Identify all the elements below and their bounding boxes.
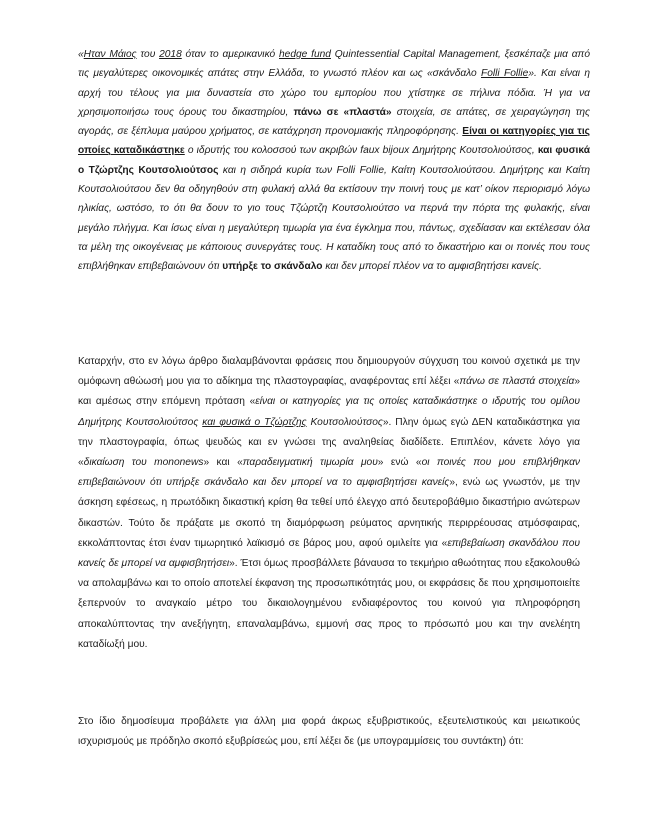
quote-bold-phrase: υπήρξε το σκάνδαλο xyxy=(222,261,323,273)
quote-bold-phrase: πάνω σε «πλαστά» xyxy=(293,106,392,118)
paragraph-text: Στο ίδιο δημοσίευμα προβάλετε για άλλη μια φορά άκρως εξυβριστικούς, εξευτελιστικούς και μειωτικούς ισχυρισμούς με πρόδηλο σκοπό εξυβρίσεώς μου, επί λέξει δε (με υπογραμμίσεις του συντάκτη) ότι: xyxy=(78,716,580,748)
paragraph-text: ». Έτσι όμως προσβάλλετε βάναυσα το τεκμήριο αθωότητας που εξακολουθώ να απολαμβάνω και το οποίο αποτελεί έκφανση της προσωπικότητάς μου, οι εκφράσεις δε που χρησιμοποιείτε ξεπερνούν το αναγκαίο μέτρο του δικαιολογημένου ενδιαφέροντος του κοινού για πληροφόρηση αποκαλύπτοντας την ανεξήγητη, επαναλαμβάνω, εμμονή σας προς το πρόσωπό μου και την ανελέητη καταδίωξή μου. xyxy=(78,558,580,650)
paragraph-text: » και αμέσως στην επόμενη πρόταση « xyxy=(78,376,581,408)
paragraph-text: », ενώ ως γνωστόν, με την άσκηση εφέσεως, η πρωτόδικη δικαστική κρίση θα τεθεί υπό έλεγχο από δευτεροβάθμιο δικαστήριο ανώτερων δικαστών. Τούτο δε πράξατε με σκοπό τη διαμόρφωση ρεύματος αρνητικής περιρρέουσας ατμόσφαιρας, εκκολάπτοντας έτσι έναν τιμωρητικό λαϊκισμό σε βάρος μου, αφού ομιλείτε για « xyxy=(78,477,581,549)
quote-year: 2018 xyxy=(159,49,182,60)
cited-phrase: δικαίωση του mononews xyxy=(83,457,204,469)
quote-text: ». Και είναι η αρχή του τέλους για μια δυναστεία στο χώρο του εμπορίου που χτίστηκε σε πήλινα πόδια. Ή για να χρησιμοποιήσω τους όρους του δικαστηρίου, xyxy=(78,68,591,118)
quote-text: και η σιδηρά κυρία των Folli Follie, Καίτη Κουτσολιούτσου. Δημήτρης και Καίτη Κουτσολιούτσου δεν θα οδηγηθούν στη φυλακή αλλά θα εκτίσουν την ποινή τους με κατ’ οίκον περιορισμό λόγω ηλικίας, ωστόσο, το ότι θα δουν το γιο τους Τζώρτζη Κουτσολιούτσο να περνά την πόρτα της φυλακής, είναι μεγάλο πλήγμα. Και ίσως είναι η μεγαλύτερη τιμωρία για ένα έγκλημα που, πάντως, σχεδίασαν και εκτέλεσαν όλα τα μέλη της οικογένειας με κάποιους συνεργάτες τους. Η καταδίκη τους από το δικαστήριο και οι ποινές που τους επιβλήθηκαν επιβεβαιώνουν ότι xyxy=(78,164,590,273)
cited-phrase: οι ποινές που μου επιβλήθηκαν επιβεβαιώνουν ότι υπήρξε σκάνδαλο και δεν μπορεί να το αμφισβητήσει κανείς xyxy=(78,457,580,489)
cited-phrase-underlined: και φυσικά ο Τζώρτζης xyxy=(202,416,307,428)
quote-bold-phrase: και φυσικά ο Τζώρτζης Κουτσολιούτσος xyxy=(78,145,590,176)
quote-text: Ηταν Μάιος xyxy=(83,49,137,60)
quote-text: hedge fund xyxy=(279,49,331,60)
cited-phrase: επιβεβαίωση σκανδάλου που κανείς δε μπορεί να αμφισβητήσει xyxy=(78,537,580,570)
cited-phrase: είναι οι κατηγορίες για τις οποίες καταδικάστηκε ο ιδρυτής του ομίλου Δημήτρης Κουτσολιούτσος xyxy=(78,396,580,428)
paragraph-text: Καταρχήν, στο εν λόγω άρθρο διαλαμβάνονται φράσεις που δημιουργούν σύγχυση του κοινού σχετικά με την ομόφωνη αθώωσή μου για το αδίκημα της πλαστογραφίας, αναφέροντας επί λέξει « xyxy=(78,356,580,388)
quote-underlined-bold-phrase: Είναι οι κατηγορίες για τις οποίες καταδικάστηκε xyxy=(78,126,590,157)
response-paragraph-2 xyxy=(78,712,580,752)
response-paragraph-1 xyxy=(78,352,580,655)
cited-phrase: Κουτσολιούτσος xyxy=(306,416,383,428)
quoted-article-excerpt xyxy=(78,45,590,277)
paragraph-text: » ενώ « xyxy=(377,457,422,469)
quote-brand: Folli Follie xyxy=(481,68,529,80)
quote-text: του xyxy=(136,49,160,60)
cited-phrase: παραδειγματική τιμωρία μου xyxy=(242,457,378,469)
cited-phrase: πάνω σε πλαστά στοιχεία xyxy=(459,376,575,388)
quote-text: όταν το αμερικανικό xyxy=(181,49,279,60)
quote-text: Quintessential Capital Management, ξεσκέπαζε μια από τις μεγαλύτερες οικονομικές απάτες στην Ελλάδα, το γνωστό πλέον και ως «σκάνδαλο xyxy=(78,49,591,80)
paragraph-text: ». Πλην όμως εγώ ΔΕΝ καταδικάστηκα για την πλαστογραφία, όπως ψευδώς και εν γνώσει της αναληθείας διαδίδετε. Επιπλέον, κάνετε λόγο για « xyxy=(78,416,581,469)
paragraph-text: » και « xyxy=(203,457,243,469)
quote-text: στοιχεία, σε απάτες, σε χειραγώγηση της αγοράς, σε ξέπλυμα μαύρου χρήματος, σε κατάχρηση προνομιακής πληροφόρησης. xyxy=(78,106,591,138)
quote-text: και δεν μπορεί πλέον να το αμφισβητήσει κανείς. xyxy=(322,261,542,273)
quote-text: ο ιδρυτής του κολοσσού των ακριβών faux bijoux Δημήτρης Κουτσολιούτσος, xyxy=(184,145,538,157)
quote-open-mark: « xyxy=(78,49,84,60)
